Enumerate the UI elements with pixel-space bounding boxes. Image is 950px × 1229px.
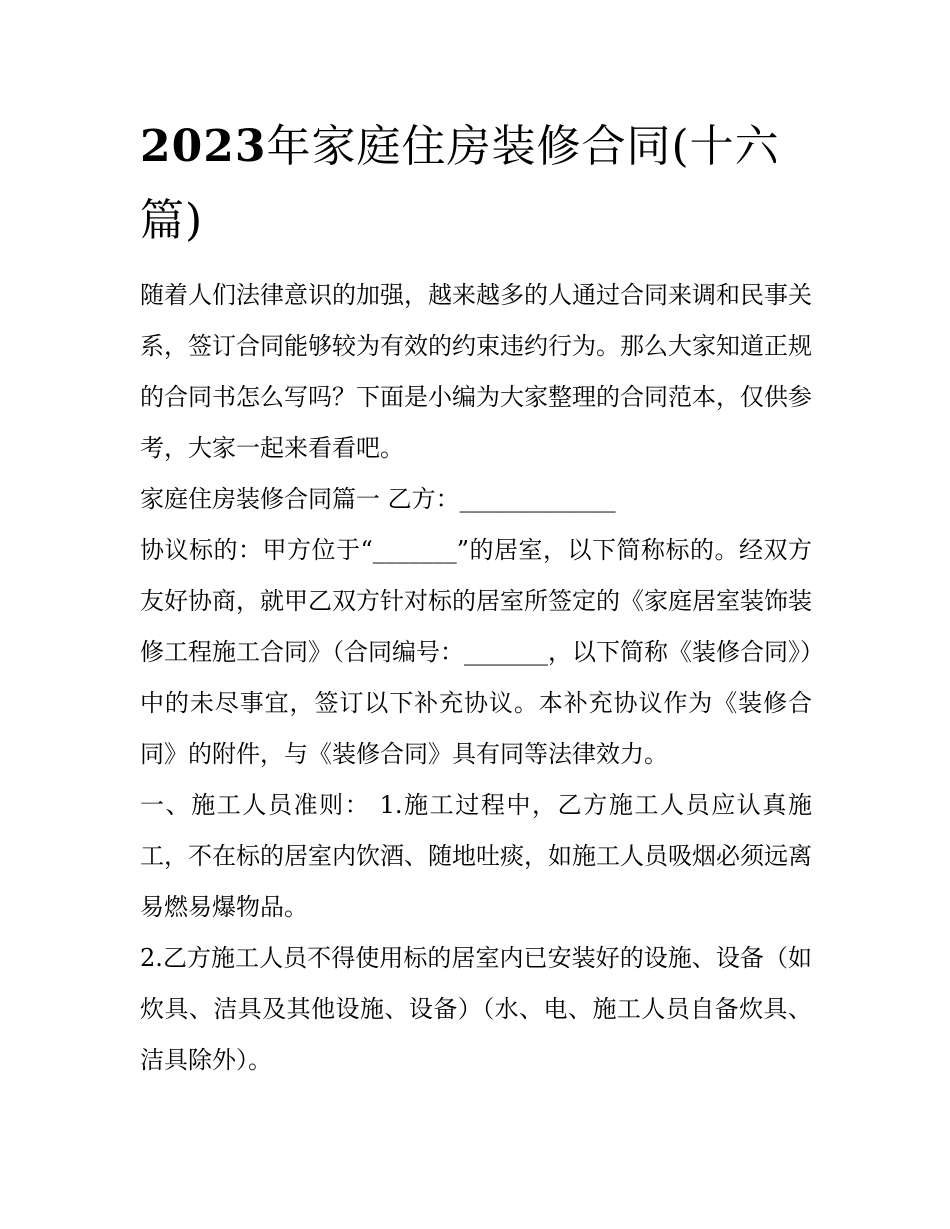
intro-paragraph: 随着人们法律意识的加强，越来越多的人通过合同来调和民事关系，签订合同能够较为有效的约束违约行为。那么大家知道正规的合同书怎么写吗？下面是小编为大家整理的合同范本，仅供参考，大家一起来看看吧。 bbox=[140, 281, 812, 462]
title-year: 2023 bbox=[140, 121, 267, 172]
title-text: 年家庭住房装修合同(十六篇) bbox=[140, 121, 780, 246]
worker-rules-paragraph-2: 2.乙方施工人员不得使用标的居室内已安装好的设施、设备（如炊具、洁具及其他设施、设备）（水、电、施工人员自备炊具、洁具除外）。 bbox=[140, 944, 812, 1074]
document-title bbox=[140, 110, 812, 258]
worker-rules-paragraph-1: 一、施工人员准则： 1.施工过程中，乙方施工人员应认真施工，不在标的居室内饮酒、随地吐痰，如施工人员吸烟必须远离易燃易爆物品。 bbox=[140, 791, 812, 921]
document-body bbox=[140, 270, 812, 1086]
document-page bbox=[140, 110, 812, 1086]
agreement-subject-paragraph: 协议标的：甲方位于“_______”的居室，以下简称标的。经双方友好协商，就甲乙双方针对标的居室所签定的《家庭居室装饰装修工程施工合同》（合同编号：_______，以下简称《装修合同》）中的未尽事宜，签订以下补充协议。本补充协议作为《装修合同》的附件，与《装修合同》具有同等法律效力。 bbox=[140, 536, 812, 768]
section-heading-party-b: 家庭住房装修合同篇一 乙方：_____________ bbox=[140, 485, 616, 513]
